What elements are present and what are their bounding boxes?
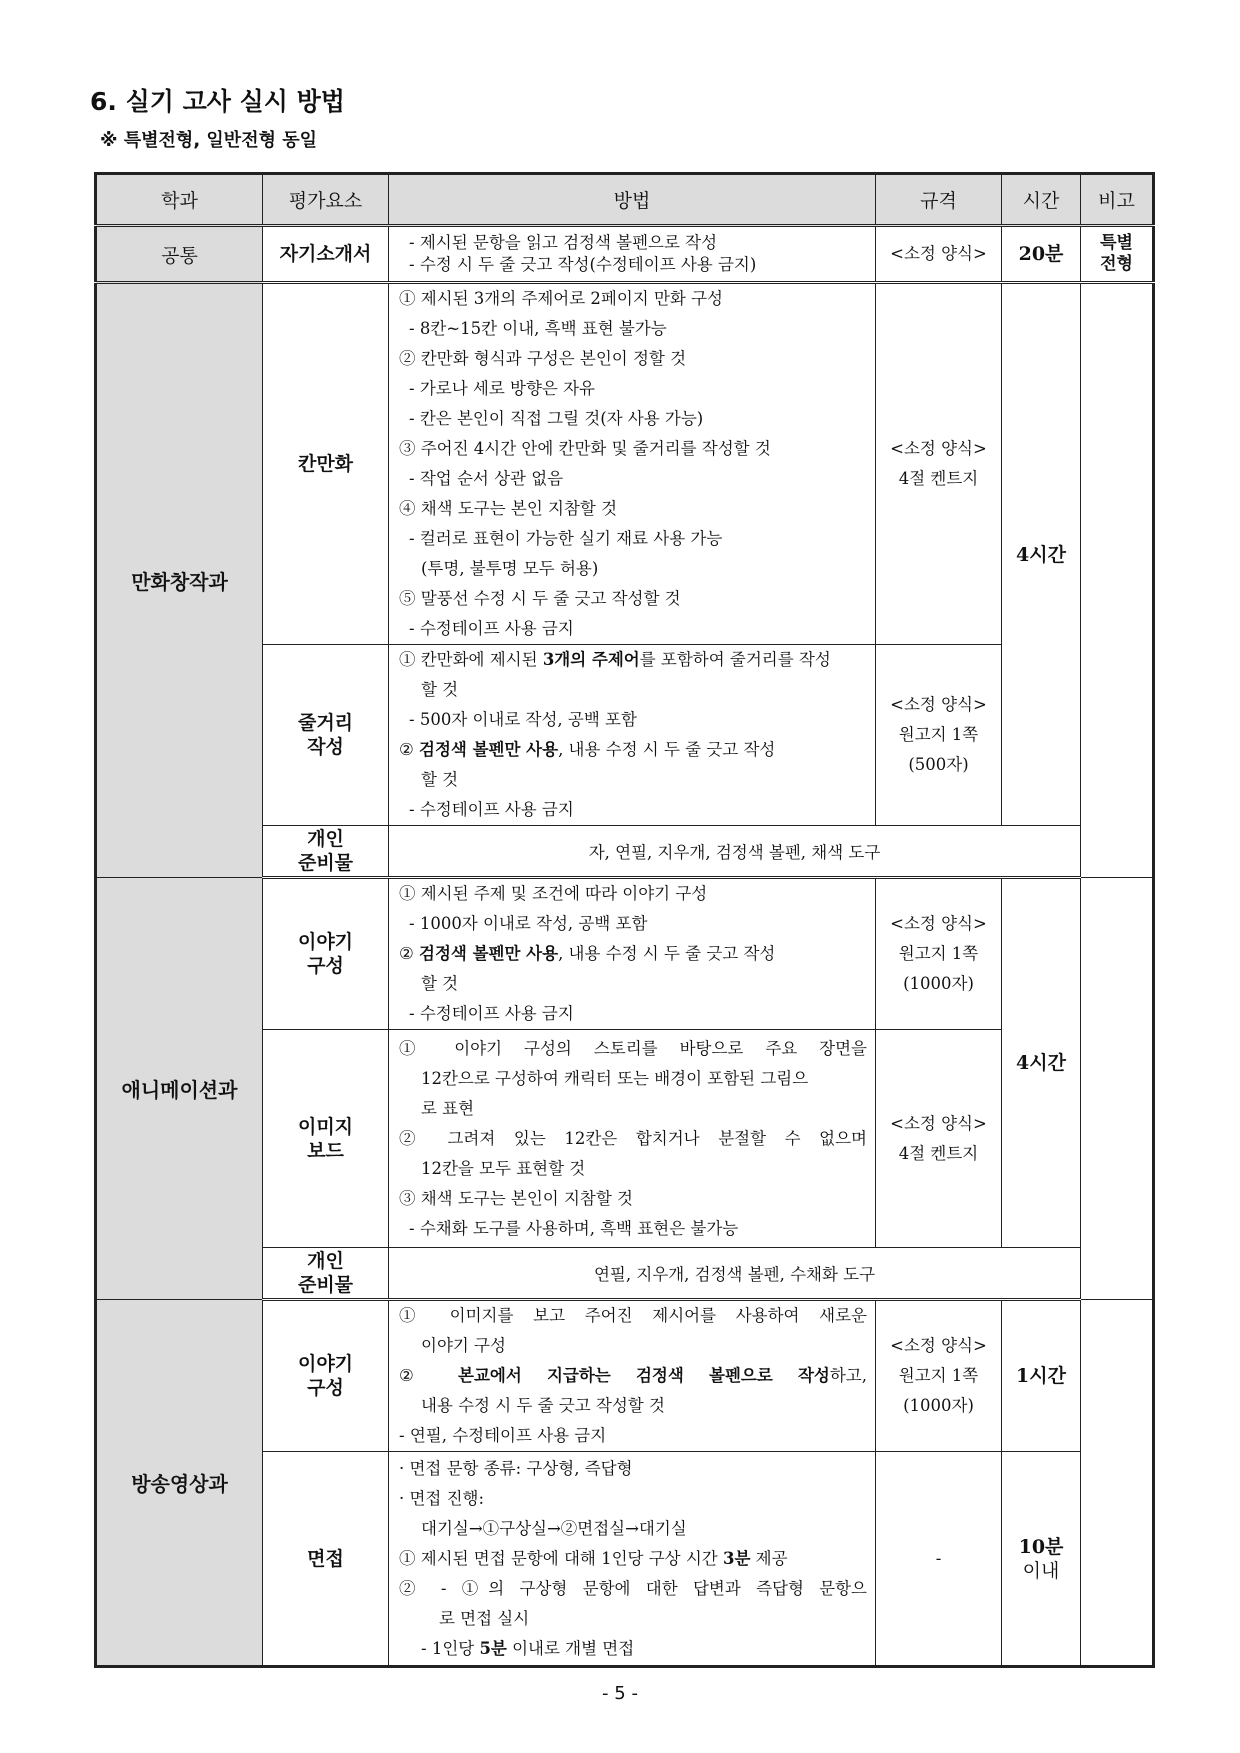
animation-prep-items: 연필, 지우개, 검정색 볼펜, 수채화 도구: [389, 1248, 1081, 1300]
method-synopsis: ① 칸만화에 제시된 3개의 주제어를 포함하여 줄거리를 작성 할 것 - 500자 이내로 작성, 공백 포함 ② 검정색 볼펜만 사용, 내용 수정 시 두 줄 긋고 작성 할 것 - 수정테이프 사용 금지: [389, 645, 876, 826]
spec-panel-comic: <소정 양식> 4절 켄트지: [876, 283, 1002, 645]
element-self-intro: 자기소개서: [263, 226, 389, 283]
time-animation: 4시간: [1002, 878, 1081, 1248]
header-note: 비고: [1081, 174, 1154, 226]
table-header-row: [96, 174, 1154, 226]
element-animation-story: 이야기 구성: [263, 878, 389, 1030]
element-panel-comic: 칸만화: [263, 283, 389, 645]
method-broadcast-story: ① 이미지를 보고 주어진 제시어를 사용하여 새로운 이야기 구성 ② 본교에서 지급하는 검정색 볼펜으로 작성하고, 내용 수정 시 두 줄 긋고 작성할 것 - 연필, 수정테이프 사용 금지: [389, 1300, 876, 1452]
element-image-board: 이미지 보드: [263, 1030, 389, 1248]
method-panel-comic: ① 제시된 3개의 주제어로 2페이지 만화 구성 - 8칸~15칸 이내, 흑백 표현 불가능 ② 칸만화 형식과 구성은 본인이 정할 것 - 가로나 세로 방향은 자유 - 칸은 본인이 직접 그릴 것(자 사용 가능) ③ 주어진 4시간 안에 칸만화 및 줄거리를 작성할 것 - 작업 순서 상관 없음 ④ 채색 도구는 본인 지참할 것 - 컬러로 표현이 가능한 실기 재료 사용 가능 (투명, 불투명 모두 허용) ⑤ 말풍선 수정 시 두 줄 긋고 작성할 것 - 수정테이프 사용 금지: [389, 283, 876, 645]
note-animation: [1081, 878, 1154, 1300]
header-element: 평가요소: [263, 174, 389, 226]
element-comics-prep: 개인 준비물: [263, 826, 389, 878]
spec-interview: -: [876, 1452, 1002, 1667]
note-comics: [1081, 283, 1154, 878]
time-interview: 10분 이내: [1002, 1452, 1081, 1667]
table-row-broadcast-story: [96, 1300, 1154, 1452]
element-synopsis: 줄거리 작성: [263, 645, 389, 826]
exam-method-table: [94, 172, 1155, 1668]
element-interview: 면접: [263, 1452, 389, 1667]
header-dept: 학과: [96, 174, 263, 226]
note-broadcast: [1081, 1300, 1154, 1667]
time-broadcast-story: 1시간: [1002, 1300, 1081, 1452]
page-number: - 5 -: [602, 1683, 638, 1704]
method-self-intro: - 제시된 문항을 읽고 검정색 볼펜으로 작성 - 수정 시 두 줄 긋고 작성(수정테이프 사용 금지): [389, 226, 876, 283]
time-self-intro: 20분: [1002, 226, 1081, 283]
element-broadcast-story: 이야기 구성: [263, 1300, 389, 1452]
dept-comics: 만화창작과: [96, 283, 263, 878]
header-method: 방법: [389, 174, 876, 226]
method-image-board: ① 이야기 구성의 스토리를 바탕으로 주요 장면을 12칸으로 구성하여 캐릭터 또는 배경이 포함된 그림으 로 표현 ② 그려져 있는 12칸은 합치거나 분절할 수 없으며 12칸을 모두 표현할 것 ③ 채색 도구는 본인이 지참할 것 - 수채화 도구를 사용하며, 흑백 표현은 불가능: [389, 1030, 876, 1248]
spec-synopsis: <소정 양식> 원고지 1쪽 (500자): [876, 645, 1002, 826]
table-row-animation-story: [96, 878, 1154, 1030]
section-subheading: ※ 특별전형, 일반전형 동일: [100, 130, 318, 151]
header-time: 시간: [1002, 174, 1081, 226]
table-row-common: [96, 226, 1154, 283]
header-spec: 규격: [876, 174, 1002, 226]
dept-common: 공통: [96, 226, 263, 283]
spec-animation-story: <소정 양식> 원고지 1쪽 (1000자): [876, 878, 1002, 1030]
section-heading: 6. 실기 고사 실시 방법: [90, 87, 345, 116]
comics-prep-items: 자, 연필, 지우개, 검정색 볼펜, 채색 도구: [389, 826, 1081, 878]
dept-broadcast: 방송영상과: [96, 1300, 263, 1667]
spec-self-intro: <소정 양식>: [876, 226, 1002, 283]
time-comics: 4시간: [1002, 283, 1081, 826]
dept-animation: 애니메이션과: [96, 878, 263, 1300]
method-interview: · 면접 문항 종류: 구상형, 즉답형 · 면접 진행: 대기실→①구상실→②면접실→대기실 ① 제시된 면접 문항에 대해 1인당 구상 시간 3분 제공 ② - ①의 구상형 문항에 대한 답변과 즉답형 문항으 로 면접 실시 - 1인당 5분 이내로 개별 면접: [389, 1452, 876, 1667]
spec-image-board: <소정 양식> 4절 켄트지: [876, 1030, 1002, 1248]
spec-broadcast-story: <소정 양식> 원고지 1쪽 (1000자): [876, 1300, 1002, 1452]
element-animation-prep: 개인 준비물: [263, 1248, 389, 1300]
table-row-comics-panel: [96, 283, 1154, 645]
method-animation-story: ① 제시된 주제 및 조건에 따라 이야기 구성 - 1000자 이내로 작성, 공백 포함 ② 검정색 볼펜만 사용, 내용 수정 시 두 줄 긋고 작성 할 것 - 수정테이프 사용 금지: [389, 878, 876, 1030]
note-special-admission: 특별 전형: [1081, 226, 1154, 283]
